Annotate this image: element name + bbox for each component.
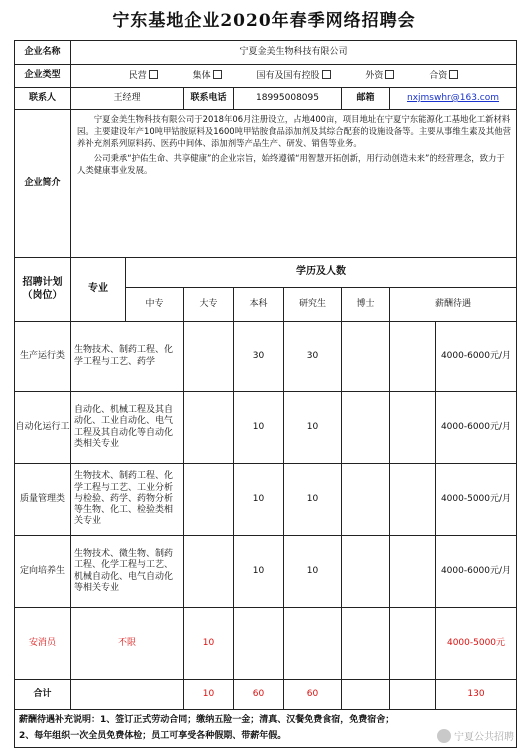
salary-value: 4000-6000元/月	[436, 536, 517, 608]
salary-value: 4000-6000元/月	[436, 322, 517, 392]
count-zhongzhuan: 10	[184, 608, 234, 680]
wechat-logo-icon	[437, 729, 451, 743]
type-option-state-owned[interactable]: 国有及国有控股	[257, 70, 331, 82]
contact-row	[15, 88, 517, 110]
count-boshi	[390, 322, 436, 392]
count-boshi	[390, 464, 436, 536]
intro-paragraph-1: 宁夏金美生物科技有限公司于2018年06月注册设立，占地400亩，项目地址在宁夏宁东能源化工基地化工新材料园。主要建设年产10吨甲钴胺原料及1600吨甲钴胺食品添加剂及其综合配套的设施设备等。主要从事维生素及其他营养补充剂系列原料药、医药中间体、添加剂等产品生产、研发、销售等业务。	[77, 114, 511, 149]
footer-line-2: 2、每年组织一次全员免费体检；员工可享受各种假期、带薪年假。	[19, 730, 287, 741]
count-yanjiusheng	[342, 322, 390, 392]
salary-value: 4000-6000元/月	[436, 392, 517, 464]
total-row	[15, 680, 517, 710]
col-zhongzhuan: 中专	[126, 288, 184, 322]
company-name-value: 宁夏金美生物科技有限公司	[71, 41, 517, 65]
intro-paragraph-2: 公司秉承“护佑生命、共享健康”的企业宗旨，始终遵循“用智慧开拓创新，用行动创造未来”的经营理念，致力于人类健康事业发展。	[77, 152, 505, 175]
count-benke	[284, 608, 342, 680]
type-option-foreign[interactable]: 外资	[365, 70, 394, 82]
count-benke: 10	[284, 392, 342, 464]
company-name-label: 企业名称	[15, 41, 71, 65]
checkbox-icon	[149, 70, 158, 79]
footer-line-1: 薪酬待遇补充说明：1、签订正式劳动合同；缴纳五险一金；清真、汉餐免费食宿，免费宿舍；	[19, 715, 395, 726]
count-dazhuan: 10	[234, 536, 284, 608]
major-text: 自动化、机械工程及其自动化、工业自动化、电气工程及其自动化等自动化类相关专业	[71, 392, 184, 464]
checkbox-icon	[322, 70, 331, 79]
total-boshi	[390, 680, 436, 710]
table-row	[15, 322, 517, 392]
total-label: 合计	[15, 680, 71, 710]
count-yanjiusheng	[342, 608, 390, 680]
post-name: 自动化运行工	[15, 392, 71, 464]
table-row	[15, 536, 517, 608]
count-boshi	[390, 536, 436, 608]
checkbox-icon	[385, 70, 394, 79]
salary-value: 4000-5000元/月	[436, 464, 517, 536]
checkbox-icon	[213, 70, 222, 79]
table-row	[15, 608, 517, 680]
post-name: 安消员	[15, 608, 71, 680]
email-link[interactable]: nxjmswhr@163.com	[390, 88, 517, 110]
major-text: 生物技术、制药工程、化学工程与工艺、工业分析与检验、药学、药物分析等生物、化工、检验类相关专业	[71, 464, 184, 536]
count-yanjiusheng	[342, 464, 390, 536]
count-benke: 10	[284, 536, 342, 608]
count-boshi	[390, 392, 436, 464]
edu-header: 学历及人数	[126, 258, 517, 288]
email-label: 邮箱	[342, 88, 390, 110]
major-text: 生物技术、制药工程、化学工程与工艺、药学	[71, 322, 184, 392]
contact-value: 王经理	[71, 88, 184, 110]
col-benke: 本科	[234, 288, 284, 322]
job-fair-form	[14, 40, 517, 748]
type-option-private[interactable]: 民营	[129, 70, 158, 82]
intro-text	[71, 110, 517, 258]
count-zhongzhuan	[184, 392, 234, 464]
type-option-joint-venture[interactable]: 合资	[429, 70, 458, 82]
checkbox-icon	[449, 70, 458, 79]
company-type-label: 企业类型	[15, 65, 71, 88]
count-dazhuan: 30	[234, 322, 284, 392]
intro-row	[15, 110, 517, 258]
company-type-row	[15, 65, 517, 88]
plan-header-row	[15, 258, 517, 288]
count-benke: 10	[284, 464, 342, 536]
total-salary: 130	[436, 680, 517, 710]
count-dazhuan: 10	[234, 392, 284, 464]
major-header: 专业	[71, 258, 126, 322]
page-title: 宁东基地企业2020年春季网络招聘会	[112, 11, 416, 31]
plan-header: 招聘计划（岗位）	[15, 258, 71, 322]
count-benke: 30	[284, 322, 342, 392]
count-zhongzhuan	[184, 536, 234, 608]
post-name: 定向培养生	[15, 536, 71, 608]
table-row	[15, 464, 517, 536]
salary-value: 4000-5000元	[436, 608, 517, 680]
col-salary: 薪酬待遇	[390, 288, 517, 322]
total-benke: 60	[284, 680, 342, 710]
company-name-row	[15, 41, 517, 65]
count-dazhuan	[234, 608, 284, 680]
count-yanjiusheng	[342, 536, 390, 608]
count-yanjiusheng	[342, 392, 390, 464]
count-boshi	[390, 608, 436, 680]
watermark-text: 宁夏公共招聘	[454, 732, 514, 743]
company-type-options	[71, 65, 517, 88]
col-yanjiusheng: 研究生	[284, 288, 342, 322]
major-text: 不限	[71, 608, 184, 680]
col-boshi: 博士	[342, 288, 390, 322]
total-dazhuan: 60	[234, 680, 284, 710]
phone-label: 联系电话	[184, 88, 234, 110]
intro-label: 企业简介	[15, 110, 71, 258]
contact-label: 联系人	[15, 88, 71, 110]
major-text: 生物技术、微生物、制药工程、化学工程与工艺、机械自动化、电气自动化等相关专业	[71, 536, 184, 608]
total-major	[71, 680, 184, 710]
col-dazhuan: 大专	[184, 288, 234, 322]
total-yanjiusheng	[342, 680, 390, 710]
table-row	[15, 392, 517, 464]
total-zhongzhuan: 10	[184, 680, 234, 710]
count-zhongzhuan	[184, 322, 234, 392]
post-name: 生产运行类	[15, 322, 71, 392]
post-name: 质量管理类	[15, 464, 71, 536]
count-zhongzhuan	[184, 464, 234, 536]
watermark	[437, 728, 514, 743]
type-option-collective[interactable]: 集体	[193, 70, 222, 82]
phone-value: 18995008095	[234, 88, 342, 110]
count-dazhuan: 10	[234, 464, 284, 536]
